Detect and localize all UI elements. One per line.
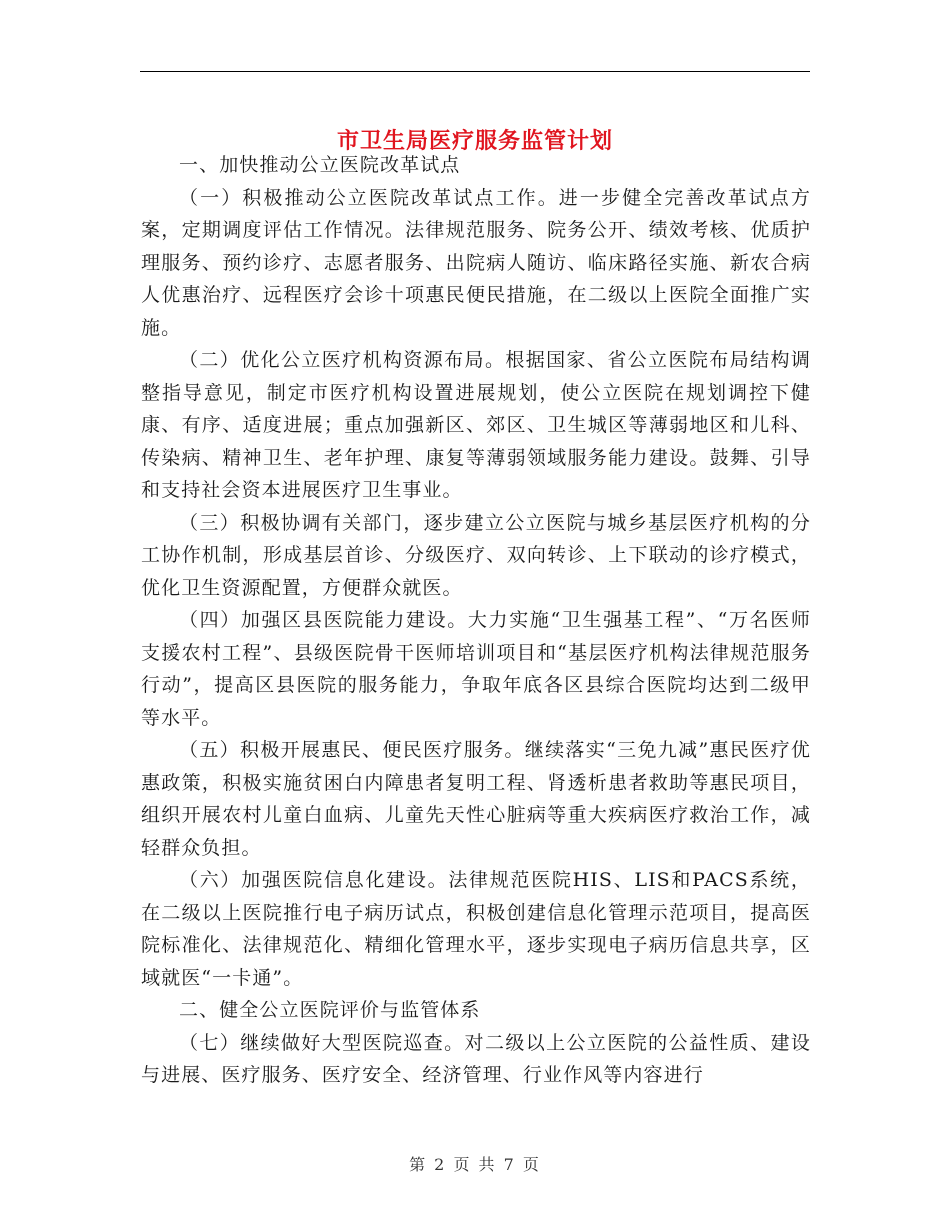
paragraph-item-6: （六）加强医院信息化建设。法律规范医院HIS、LIS和PACS系统，在二级以上医院推行电子病历试点，积极创建信息化管理示范项目，提高医院标准化、法律规范化、精细化管理水平，逐步实现电子病历信息共享，区域就医“一卡通”。 — [141, 869, 811, 989]
paragraph-item-2: （二）优化公立医疗机构资源布局。根据国家、省公立医院布局结构调整指导意见，制定市医疗机构设置进展规划，使公立医院在规划调控下健康、有序、适度进展；重点加强新区、郊区、卫生城区等薄弱地区和儿科、传染病、精神卫生、老年护理、康复等薄弱领域服务能力建设。鼓舞、引导和支持社会资本进展医疗卫生事业。 — [141, 349, 811, 501]
paragraph-item-7: （七）继续做好大型医院巡查。对二级以上公立医院的公益性质、建设与进展、医疗服务、医疗安全、经济管理、行业作风等内容进行 — [141, 1031, 811, 1086]
section-heading-2: 二、健全公立医院评价与监管体系 — [179, 999, 481, 1021]
document-title: 市卫生局医疗服务监管计划 — [336, 127, 613, 154]
paragraph-item-1: （一）积极推动公立医院改革试点工作。进一步健全完善改革试点方案，定期调度评估工作情况。法律规范服务、院务公开、绩效考核、优质护理服务、预约诊疗、志愿者服务、出院病人随访、临床路径实施、新农合病人优惠治疗、远程医疗会诊十项惠民便民措施，在二级以上医院全面推广实施。 — [141, 186, 811, 339]
paragraph-item-4: （四）加强区县医院能力建设。大力实施“卫生强基工程”、“万名医师支援农村工程”、县级医院骨干医师培训项目和“基层医疗机构法律规范服务行动”，提高区县医院的服务能力，争取年底各区县综合医院均达到二级甲等水平。 — [141, 609, 811, 729]
paragraph-item-3: （三）积极协调有关部门，逐步建立公立医院与城乡基层医疗机构的分工协作机制，形成基层首诊、分级医疗、双向转诊、上下联动的诊疗模式，优化卫生资源配置，方便群众就医。 — [141, 511, 811, 599]
section-heading-1: 一、加快推动公立医院改革试点 — [179, 154, 461, 176]
document-body — [141, 149, 811, 1092]
header-rule — [140, 71, 810, 72]
page-number-footer: 第 2 页 共 7 页 — [409, 1155, 541, 1174]
paragraph-item-5: （五）积极开展惠民、便民医疗服务。继续落实“三免九减”惠民医疗优惠政策，积极实施贫困白内障患者复明工程、肾透析患者救助等惠民项目，组织开展农村儿童白血病、儿童先天性心脏病等重大疾病医疗救治工作，减轻群众负担。 — [141, 739, 811, 859]
